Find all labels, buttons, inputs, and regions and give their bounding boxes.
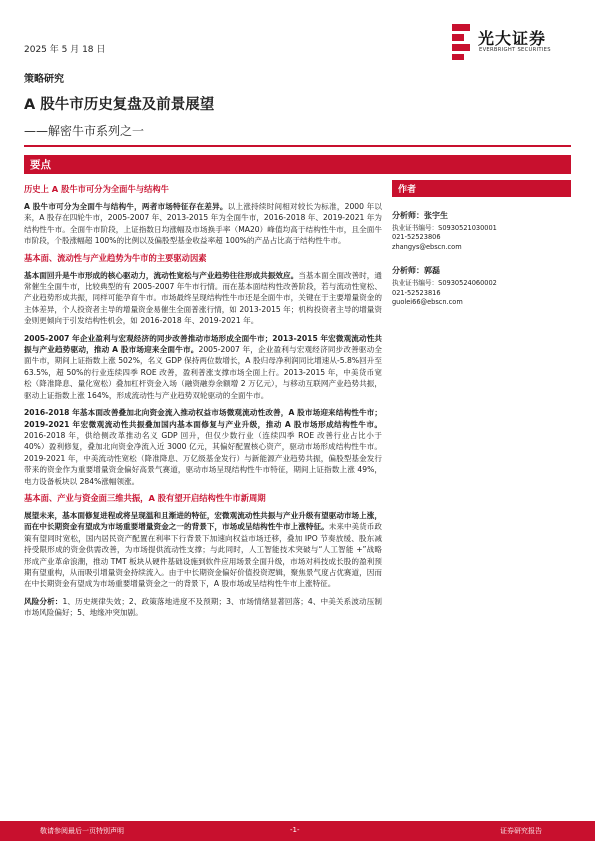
title-divider — [24, 145, 571, 147]
analyst-email[interactable]: guolei66@ebscn.com — [392, 298, 463, 307]
author-sidebar — [392, 180, 571, 308]
analyst-name: 分析师：郭磊 — [392, 266, 440, 276]
analyst-email[interactable]: zhangys@ebscn.com — [392, 242, 462, 251]
logo-text-en: EVERBRIGHT SECURITIES — [479, 47, 551, 53]
paragraph-4 — [24, 407, 382, 487]
paragraph-1-text: 以上涨持续时间相对较长为标准，2000 年以来，A 股存在四轮牛市，2005-2007 年、2013-2015 年为全面牛市，2016-2018 年、2019-2021 年为结构性牛市。全面牛市阶段，上证指数日均涨幅及市场换手率（MA20）峰值均高于结构性牛市，且全面牛市阶段，个股涨幅超 100%的比例以及偏股型基金收益率超 100%的产品占比高于结构性牛市。 — [24, 202, 382, 246]
brand-logo — [452, 24, 574, 68]
paragraph-1-lead: A 股牛市可分为全面牛与结构牛，两者市场特征存在差异。 — [24, 202, 228, 211]
paragraph-2 — [24, 270, 382, 327]
analyst-card — [392, 266, 571, 307]
analyst-cert: 执业证书编号：S0930524060002 — [392, 278, 497, 287]
paragraph-1 — [24, 201, 382, 247]
paragraph-4-lead: 2016-2018 年基本面改善叠加北向资金流入推动权益市场微观流动性改善，A 股市场迎来结构性牛市；2019-2021 年宏微观流动性共振叠加国内基本面修复与产业升级，推动 A 股市场形成结构性牛市。 — [24, 408, 382, 429]
analyst-cert: 执业证书编号：S0930521030001 — [392, 223, 497, 232]
paragraph-2-lead: 基本面回升是牛市形成的核心驱动力，流动性宽松与产业趋势往往形成共振效应。 — [24, 270, 299, 280]
analyst-phone: 021-52523816 — [392, 288, 441, 297]
heading-drivers: 基本面、流动性与产业趋势为牛市的主要驱动因素 — [24, 252, 207, 263]
page-footer — [0, 821, 595, 841]
logo-text-cn: 光大证券 — [478, 29, 547, 48]
report-title: A 股牛市历史复盘及前景展望 — [24, 97, 215, 113]
paragraph-3-text: 2005-2007 年，企业盈利与宏观经济同步改善驱动全面牛市，期间上证指数上涨 502%，名义 GDP 保持两位数增长，A 股归母净利润同比增速从-5.8%回升至 63.5%，超 50%的行业连续四季 ROE 改善，盈利普涨支撑市场全面上行。2013-2015 年，中美货币宽松（降准降息、量化宽松）叠加杠杆资金入场（融资融券余额增 2 万亿元），与移动互联网产业趋势共振，驱动上证指数上涨 164%，形成流动性与产业趋势双轮驱动的全面牛市。 — [24, 345, 382, 400]
footer-report-type: 证券研究报告 — [500, 827, 542, 835]
summary-section-label: 要点 — [30, 159, 51, 171]
author-section-bar — [392, 180, 571, 197]
paragraph-2-text: 当基本面全面改善时，通常催生全面牛市，比较典型的有 2005-2007 年牛市行情。而在基本面结构性改善阶段，若与流动性宽松、产业趋势形成共振，同样可能孕育牛市。市场最终呈现结构性牛市还是全面牛市，关键在于主要增量资金的主体差异，个人投资者主导的增量资金易催生全面普涨行情，如 2013-2015 年；机构投资者主导的增量资金则更倾向于引发结构性机会，如 2016-2018 年、2019-2021 年。 — [24, 270, 383, 326]
heading-bull-market-types: 历史上 A 股牛市可分为全面牛与结构牛 — [24, 184, 169, 194]
summary-section-bar — [24, 155, 571, 174]
paragraph-5-text: 未来中美货币政策有望同时宽松，国内居民资产配置在利率下行背景下加速向权益市场迁移，叠加 IPO 节奏放缓、股东减持受限形成的资金供需改善，为市场提供流动性支撑；与此同时，人工智能技术突破与“人工智能 +”战略形成产业革命浪潮，推动 TMT 板块从硬件基础设施到软件应用场景全面升级，市场对科技成长股的盈利预期有望重构，从而吸引增量资金持续流入。由于中长期资金偏好价值投资逻辑，聚焦景气度占优赛道，因而在中长期资金有望成为市场重要增量资金之一的背景下，A 股市场或呈结构性牛市上涨特征。 — [24, 522, 383, 589]
logo-mark-icon — [452, 24, 470, 60]
analyst-name: 分析师：张宇生 — [392, 211, 448, 220]
author-section-label: 作者 — [398, 185, 417, 195]
summary-body — [24, 184, 382, 625]
risk-label: 风险分析： — [24, 596, 63, 606]
analyst-phone: 021-52523806 — [392, 233, 441, 242]
analyst-card — [392, 211, 571, 252]
risk-analysis — [24, 596, 382, 619]
paragraph-3-lead: 2005-2007 年企业盈利与宏观经济的同步改善推动市场形成全面牛市；2013-2015 年宏微观流动性共振与产业趋势驱动，推动 A 股市场迎来全面牛市。 — [24, 333, 382, 355]
footer-page-number: -1- — [290, 826, 300, 834]
paragraph-5-lead: 展望未来，基本面修复进程或将呈现温和且渐进的特征，宏微观流动性共振与产业升级有望驱动市场上涨，而在中长期资金有望成为市场重要增量资金之一的背景下，市场或呈结构性牛市上涨特征。 — [24, 510, 382, 532]
footer-disclaimer: 敬请参阅最后一页特别声明 — [40, 827, 124, 835]
report-type: 策略研究 — [24, 74, 64, 85]
paragraph-3 — [24, 333, 382, 401]
risk-text: 1、历史规律失效；2、政策落地进度不及预期；3、市场情绪显著回落；4、中美关系波动压制市场风险偏好；5、地缘冲突加剧。 — [24, 596, 383, 618]
report-date: 2025 年 5 月 18 日 — [24, 45, 106, 55]
report-subtitle: ——解密牛市系列之一 — [24, 124, 145, 138]
heading-outlook: 基本面、产业与资金面三维共振，A 股有望开启结构性牛市新周期 — [24, 492, 266, 503]
paragraph-4-text: 2016-2018 年，供给侧改革推动名义 GDP 回升，但仅少数行业（连续四季 ROE 改善行业占比小于 40%）盈利修复，叠加北向资金净流入近 3000 亿元，其偏好配置核心资产，驱动市场形成结构性牛市。2019-2021 年，中美流动性宽松（降准降息、万亿级基金发行）与新能源产业趋势共振，偏股型基金发行带来的资金作为重要增量资金偏好高景气赛道，驱动市场呈现结构性牛市特征，期间上证指数上涨 49%，电力设备板块以 284%涨幅领涨。 — [24, 430, 382, 486]
paragraph-5 — [24, 510, 382, 590]
